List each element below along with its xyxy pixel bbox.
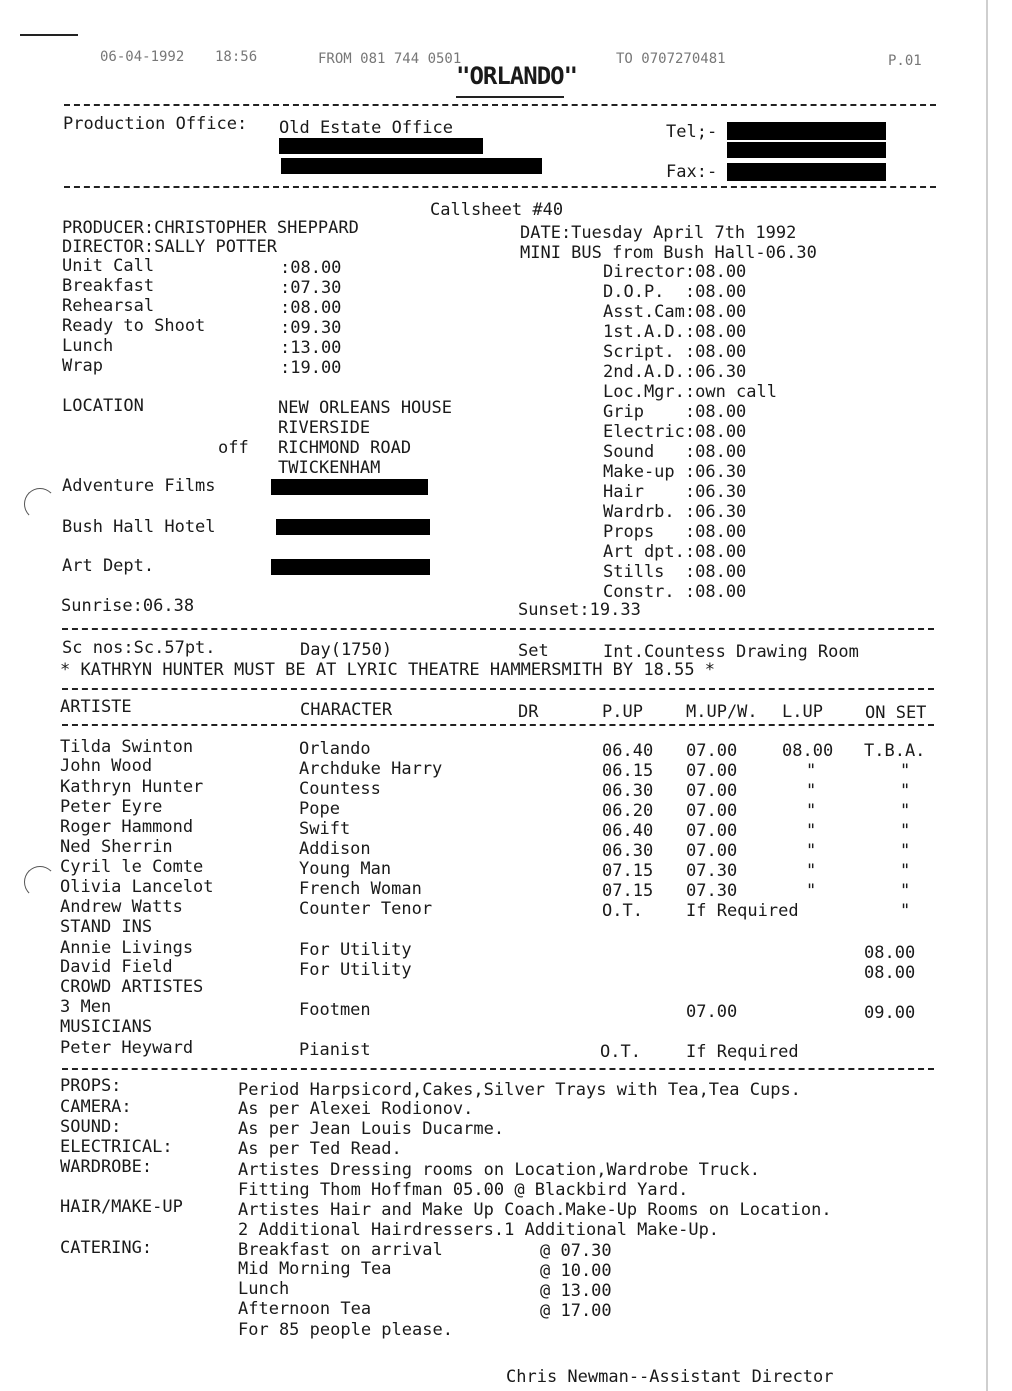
crew-call: Wardrb. :06.30 xyxy=(603,502,747,522)
schedule-time: :08.00 xyxy=(280,258,342,278)
scene-note: * KATHRYN HUNTER MUST BE AT LYRIC THEATRE HAMMERSMITH BY 18.55 * xyxy=(60,660,716,680)
table-section-heading: MUSICIANS xyxy=(60,1017,153,1037)
title-underline xyxy=(456,96,564,98)
dept-line: As per Alexei Rodionov. xyxy=(238,1099,474,1119)
scene-number: Sc nos:Sc.57pt. xyxy=(62,638,216,658)
schedule-label: Wrap xyxy=(62,356,103,376)
table-row-pup: O.T. xyxy=(600,1042,641,1062)
crew-call: Sound :08.00 xyxy=(603,442,747,462)
table-row-mup: 07.00 xyxy=(686,841,738,861)
table-row-mup: 07.00 xyxy=(686,1002,738,1022)
table-row-character: Addison xyxy=(299,839,371,859)
schedule-time: :09.30 xyxy=(280,318,342,338)
schedule-time: :08.00 xyxy=(280,298,342,318)
schedule-time: :13.00 xyxy=(280,338,342,358)
col-header-onset: ON SET xyxy=(865,703,927,723)
table-row-artiste: John Wood xyxy=(60,756,153,776)
location-line: NEW ORLEANS HOUSE xyxy=(278,398,452,418)
crew-call: Electric:08.00 xyxy=(603,422,747,442)
dept-line: Period Harpsicord,Cakes,Silver Trays with Tea,Tea Cups. xyxy=(238,1080,801,1100)
table-row-lup: " xyxy=(806,841,817,861)
col-header-artiste: ARTISTE xyxy=(60,697,132,717)
dept-line: Fitting Thom Hoffman 05.00 @ Blackbird Yard. xyxy=(238,1180,689,1200)
table-row-artiste: 3 Men xyxy=(60,997,112,1017)
table-row-lup: " xyxy=(806,801,817,821)
table-row-artiste: Olivia Lancelot xyxy=(60,877,214,897)
fax-label: Fax:- xyxy=(666,162,718,182)
table-row-pup: 06.15 xyxy=(602,761,654,781)
fax-page: P.01 xyxy=(888,53,922,69)
director: DIRECTOR:SALLY POTTER xyxy=(62,237,277,257)
table-row-lup: " xyxy=(806,821,817,841)
table-row-artiste: Annie Livings xyxy=(60,938,194,958)
dept-label: WARDROBE: xyxy=(60,1157,153,1177)
table-row-artiste: Ned Sherrin xyxy=(60,837,173,857)
crew-call: Script. :08.00 xyxy=(603,342,747,362)
crew-call: 2nd.A.D.:06.30 xyxy=(603,362,747,382)
table-row-lup: " xyxy=(806,761,817,781)
crew-call: Constr. :08.00 xyxy=(603,582,747,602)
table-row-pup: 07.15 xyxy=(602,881,654,901)
contact-label: Adventure Films xyxy=(62,476,216,496)
schedule-label: Rehearsal xyxy=(62,296,155,316)
table-row-character: Pianist xyxy=(299,1040,371,1060)
schedule-label: Lunch xyxy=(62,336,114,356)
table-row-onset: T.B.A. xyxy=(864,741,926,761)
fax-from: FROM 081 744 0501 xyxy=(318,51,462,67)
table-row-mup: 07.00 xyxy=(686,761,738,781)
table-row-character: Footmen xyxy=(299,1000,371,1020)
col-header-pup: P.UP xyxy=(602,702,643,722)
table-row-character: Pope xyxy=(299,799,340,819)
catering-footer: For 85 people please. xyxy=(238,1320,453,1340)
table-section-heading: CROWD ARTISTES xyxy=(60,977,204,997)
table-row-character: For Utility xyxy=(299,940,412,960)
production-office-value: Old Estate Office xyxy=(279,118,453,138)
table-row-mup: 07.00 xyxy=(686,781,738,801)
table-row-character: Swift xyxy=(299,819,351,839)
table-row-onset: " xyxy=(900,901,911,921)
table-row-artiste: Cyril le Comte xyxy=(60,857,204,877)
col-header-mup: M.UP/W. xyxy=(686,702,758,722)
crew-call: Props :08.00 xyxy=(603,522,747,542)
table-row-mup: 07.00 xyxy=(686,801,738,821)
table-row-lup: " xyxy=(806,781,817,801)
producer: PRODUCER:CHRISTOPHER SHEPPARD xyxy=(62,218,359,238)
catering-item: Mid Morning Tea xyxy=(238,1259,392,1279)
table-row-artiste: David Field xyxy=(60,957,173,977)
location-label: LOCATION xyxy=(62,396,144,416)
dept-label: HAIR/MAKE-UP xyxy=(60,1197,183,1217)
schedule-label: Unit Call xyxy=(62,256,155,276)
table-row-pup: 06.40 xyxy=(602,821,654,841)
redacted-fax xyxy=(727,163,886,181)
table-row-lup: " xyxy=(806,861,817,881)
crew-call: Art dpt.:08.00 xyxy=(603,542,747,562)
dept-label: PROPS: xyxy=(60,1076,122,1096)
col-header-lup: L.UP xyxy=(782,702,823,722)
scene-set-label: Set xyxy=(518,641,549,661)
col-header-character: CHARACTER xyxy=(300,700,393,720)
catering-time: @ 17.00 xyxy=(540,1301,612,1321)
table-row-character: Young Man xyxy=(299,859,392,879)
catering-time: @ 10.00 xyxy=(540,1261,612,1281)
crew-call: Loc.Mgr.:own call xyxy=(603,382,777,402)
divider xyxy=(62,688,934,690)
punch-hole-bottom xyxy=(24,866,56,898)
table-row-artiste: Roger Hammond xyxy=(60,817,194,837)
crew-call: Make-up :06.30 xyxy=(603,462,747,482)
table-row-artiste: Kathryn Hunter xyxy=(60,777,204,797)
dept-line: Artistes Hair and Make Up Coach.Make-Up Rooms on Location. xyxy=(238,1200,832,1220)
dept-label: SOUND: xyxy=(60,1117,122,1137)
production-office-label: Production Office: xyxy=(63,114,248,134)
catering-item: Lunch xyxy=(238,1279,290,1299)
table-row-character: Orlando xyxy=(299,739,371,759)
table-row-character: Counter Tenor xyxy=(299,899,433,919)
dept-label: CAMERA: xyxy=(60,1097,132,1117)
document-title: "ORLANDO" xyxy=(456,62,578,90)
table-row-artiste: Tilda Swinton xyxy=(60,737,194,757)
table-row-mup: 07.30 xyxy=(686,881,738,901)
shoot-date: DATE:Tuesday April 7th 1992 xyxy=(520,223,797,243)
crew-call: Asst.Cam:08.00 xyxy=(603,302,747,322)
redacted-contact xyxy=(271,559,430,575)
table-row-onset: 08.00 xyxy=(864,963,916,983)
schedule-label: Ready to Shoot xyxy=(62,316,206,336)
table-row-onset: " xyxy=(900,761,911,781)
table-row-pup: 06.30 xyxy=(602,841,654,861)
divider xyxy=(62,628,934,630)
table-section-heading: STAND INS xyxy=(60,917,153,937)
table-row-pup: O.T. xyxy=(602,901,643,921)
location-line: RICHMOND ROAD xyxy=(278,438,412,458)
crew-call: Grip :08.00 xyxy=(603,402,747,422)
catering-time: @ 07.30 xyxy=(540,1241,612,1261)
location-off: off xyxy=(218,438,249,458)
dept-line: Artistes Dressing rooms on Location,Wardrobe Truck. xyxy=(238,1160,760,1180)
table-row-pup: 06.30 xyxy=(602,781,654,801)
contact-label: Bush Hall Hotel xyxy=(62,517,216,537)
divider xyxy=(62,724,934,726)
minibus: MINI BUS from Bush Hall-06.30 xyxy=(520,243,817,263)
table-row-lup: " xyxy=(806,881,817,901)
crew-call: Hair :06.30 xyxy=(603,482,747,502)
table-row-onset: " xyxy=(900,881,911,901)
schedule-label: Breakfast xyxy=(62,276,155,296)
crew-call: 1st.A.D.:08.00 xyxy=(603,322,747,342)
page-edge xyxy=(986,0,988,1391)
table-row-onset: " xyxy=(900,781,911,801)
crew-call: Stills :08.00 xyxy=(603,562,747,582)
dept-line: As per Ted Read. xyxy=(238,1139,402,1159)
table-row-artiste: Peter Eyre xyxy=(60,797,163,817)
table-row-mup: If Required xyxy=(686,901,799,921)
table-row-artiste: Andrew Watts xyxy=(60,897,183,917)
catering-item: Breakfast on arrival xyxy=(238,1240,443,1260)
dept-line: As per Jean Louis Ducarme. xyxy=(238,1119,505,1139)
table-row-pup: 06.20 xyxy=(602,801,654,821)
divider xyxy=(62,1068,934,1070)
table-row-onset: " xyxy=(900,821,911,841)
table-row-mup: 07.30 xyxy=(686,861,738,881)
punch-hole-top xyxy=(24,488,56,520)
dept-line: 2 Additional Hairdressers.1 Additional Make-Up. xyxy=(238,1220,720,1240)
scene-day: Day(1750) xyxy=(300,640,393,660)
signature: Chris Newman--Assistant Director xyxy=(506,1367,834,1387)
redacted-tel-2 xyxy=(727,142,886,158)
fax-date: 06-04-1992 xyxy=(100,49,185,65)
sunset: Sunset:19.33 xyxy=(518,600,641,620)
table-row-onset: 08.00 xyxy=(864,943,916,963)
divider xyxy=(64,104,936,106)
col-header-dr: DR xyxy=(518,702,539,722)
schedule-time: :07.30 xyxy=(280,278,342,298)
callsheet-number: Callsheet #40 xyxy=(430,200,564,220)
table-row-mup: If Required xyxy=(686,1042,799,1062)
table-row-onset: 09.00 xyxy=(864,1003,916,1023)
fax-header-rule xyxy=(20,34,78,36)
location-line: RIVERSIDE xyxy=(278,418,371,438)
scene-set: Int.Countess Drawing Room xyxy=(603,642,859,662)
dept-label: ELECTRICAL: xyxy=(60,1137,173,1157)
table-row-onset: " xyxy=(900,841,911,861)
table-row-onset: " xyxy=(900,801,911,821)
table-row-lup: 08.00 xyxy=(782,741,834,761)
table-row-pup: 06.40 xyxy=(602,741,654,761)
redacted-tel xyxy=(727,122,886,140)
redacted-contact xyxy=(271,479,428,495)
redacted-address-2 xyxy=(281,158,542,174)
table-row-character: For Utility xyxy=(299,960,412,980)
fax-time: 18:56 xyxy=(215,49,258,65)
catering-time: @ 13.00 xyxy=(540,1281,612,1301)
table-row-character: French Woman xyxy=(299,879,422,899)
table-row-artiste: Peter Heyward xyxy=(60,1038,194,1058)
table-row-character: Countess xyxy=(299,779,381,799)
table-row-mup: 07.00 xyxy=(686,741,738,761)
table-row-onset: " xyxy=(900,861,911,881)
redacted-contact xyxy=(276,519,430,535)
schedule-time: :19.00 xyxy=(280,358,342,378)
sunrise: Sunrise:06.38 xyxy=(61,596,195,616)
table-row-pup: 07.15 xyxy=(602,861,654,881)
contact-label: Art Dept. xyxy=(62,556,155,576)
table-row-mup: 07.00 xyxy=(686,821,738,841)
fax-to: TO 0707270481 xyxy=(616,51,726,67)
table-row-character: Archduke Harry xyxy=(299,759,443,779)
divider xyxy=(64,186,936,188)
location-line: TWICKENHAM xyxy=(278,458,381,478)
redacted-address-1 xyxy=(279,138,483,154)
crew-call: Director:08.00 xyxy=(603,262,747,282)
catering-item: Afternoon Tea xyxy=(238,1299,372,1319)
crew-call: D.O.P. :08.00 xyxy=(603,282,747,302)
catering-label: CATERING: xyxy=(60,1238,153,1258)
tel-label: Tel;- xyxy=(666,122,718,142)
